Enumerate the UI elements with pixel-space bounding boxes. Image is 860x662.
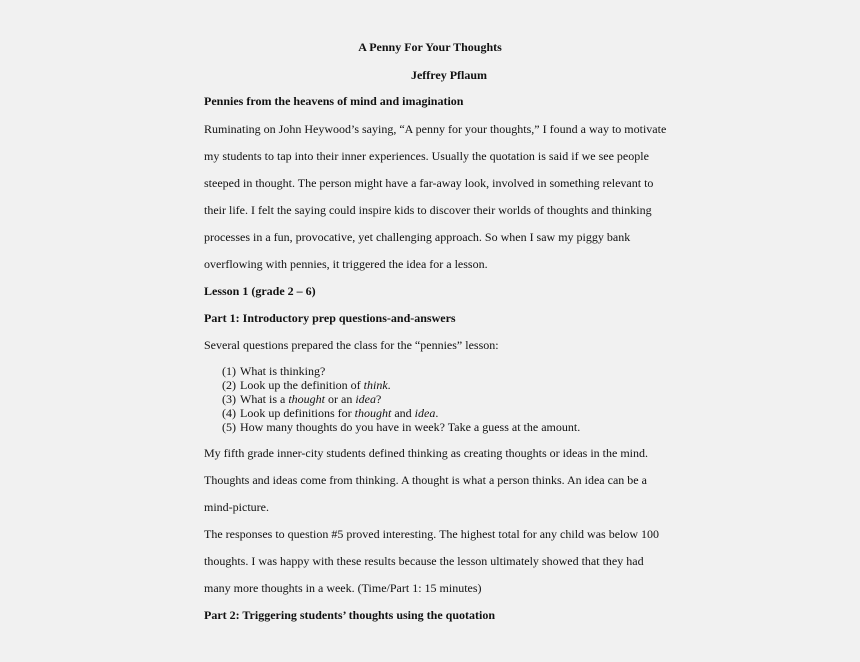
paragraph-line: The responses to question #5 proved interesting. The highest total for any child was below 100 [204,527,660,541]
paragraph-line: my students to tap into their inner experiences. Usually the quotation is said if we see people [204,149,649,163]
part1-intro: Several questions prepared the class for the “pennies” lesson: [204,338,499,352]
paragraph-line: their life. I felt the saying could inspire kids to discover their worlds of thoughts and thinking [204,203,652,217]
list-item: (3) What is a thought or an idea? [222,392,382,406]
part2-heading: Part 2: Triggering students’ thoughts using the quotation [204,608,496,622]
paragraph-line: processes in a fun, provocative, yet challenging approach. So when I saw my piggy bank [204,230,631,244]
paragraph-line: many more thoughts in a week. (Time/Part 1: 15 minutes) [204,581,482,595]
section-heading-pennies: Pennies from the heavens of mind and imagination [204,94,464,108]
list-item: (4) Look up definitions for thought and idea. [222,406,439,420]
document-title: A Penny For Your Thoughts [358,40,502,54]
paragraph-line: thoughts. I was happy with these results because the lesson ultimately showed that they had [204,554,644,568]
list-item: (5) How many thoughts do you have in week? Take a guess at the amount. [222,420,581,434]
paragraph-line: Ruminating on John Heywood’s saying, “A penny for your thoughts,” I found a way to motivate [204,122,667,136]
list-item: (1) What is thinking? [222,364,326,378]
document-author: Jeffrey Pflaum [410,68,488,82]
paragraph-line: Thoughts and ideas come from thinking. A thought is what a person thinks. An idea can be a [204,473,647,487]
paragraph-line: steeped in thought. The person might have a far-away look, involved in something relevant to [204,176,654,190]
list-item: (2) Look up the definition of think. [222,378,391,392]
paragraph-line: mind-picture. [204,500,269,514]
paragraph-line: overflowing with pennies, it triggered the idea for a lesson. [204,257,488,271]
paragraph-line: My fifth grade inner-city students defined thinking as creating thoughts or ideas in the mind. [204,446,648,460]
part1-heading: Part 1: Introductory prep questions-and-answers [204,311,456,325]
lesson-heading: Lesson 1 (grade 2 – 6) [204,284,316,298]
